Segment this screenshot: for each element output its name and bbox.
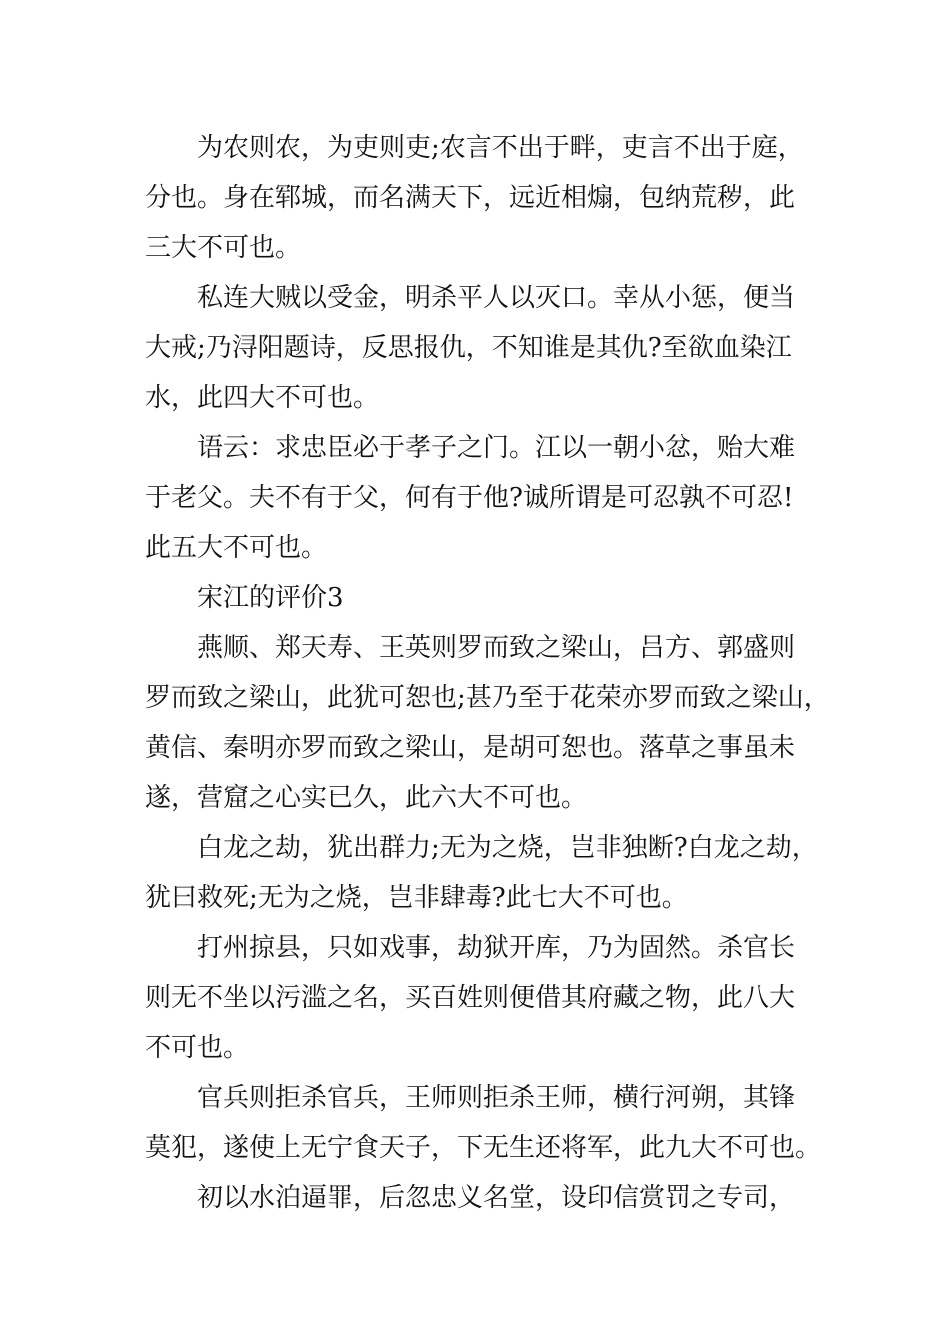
text-line: 黄信、秦明亦罗而致之梁山，是胡可恕也。落草之事虽未 [145, 733, 796, 763]
text-line: 不可也。 [145, 1033, 250, 1063]
text-line: 语云：求忠臣必于孝子之门。江以一朝小忿，贻大难 [197, 433, 796, 463]
text-line: 于老父。夫不有于父，何有于他?诚所谓是可忍孰不可忍! [145, 483, 794, 513]
text-line: 初以水泊逼罪，后忽忠义名堂，设印信赏罚之专司， [197, 1183, 796, 1213]
text-line: 则无不坐以污滥之名，买百姓则便借其府藏之物，此八大 [145, 983, 796, 1013]
text-line: 水，此四大不可也。 [145, 383, 380, 413]
text-line: 分也。身在郓城，而名满天下，远近相煽，包纳荒秽，此 [145, 183, 796, 213]
text-line: 此五大不可也。 [145, 533, 328, 563]
text-line: 遂，营窟之心实已久，此六大不可也。 [145, 783, 588, 813]
text-line: 罗而致之梁山，此犹可恕也;甚乃至于花荣亦罗而致之梁山， [145, 683, 830, 713]
text-line: 官兵则拒杀官兵，王师则拒杀王师，横行河朔，其锋 [197, 1083, 796, 1113]
text-line: 大戒;乃浔阳题诗，反思报仇，不知谁是其仇?至欲血染江 [145, 333, 792, 363]
text-line: 白龙之劫，犹出群力;无为之烧，岂非独断?白龙之劫， [197, 833, 818, 863]
section-heading: 宋江的评价3 [197, 583, 344, 613]
text-line: 燕顺、郑天寿、王英则罗而致之梁山，吕方、郭盛则 [197, 633, 796, 663]
text-line: 犹曰救死;无为之烧，岂非肆毒?此七大不可也。 [145, 883, 688, 913]
text-line: 打州掠县，只如戏事，劫狱开库，乃为固然。杀官长 [197, 933, 796, 963]
text-line: 三大不可也。 [145, 233, 302, 263]
text-line: 私连大贼以受金，明杀平人以灭口。幸从小惩，便当 [197, 283, 796, 313]
text-line: 为农则农，为吏则吏;农言不出于畔，吏言不出于庭， [197, 133, 804, 163]
text-line: 莫犯，遂使上无宁食天子，下无生还将军，此九大不可也。 [145, 1133, 822, 1163]
